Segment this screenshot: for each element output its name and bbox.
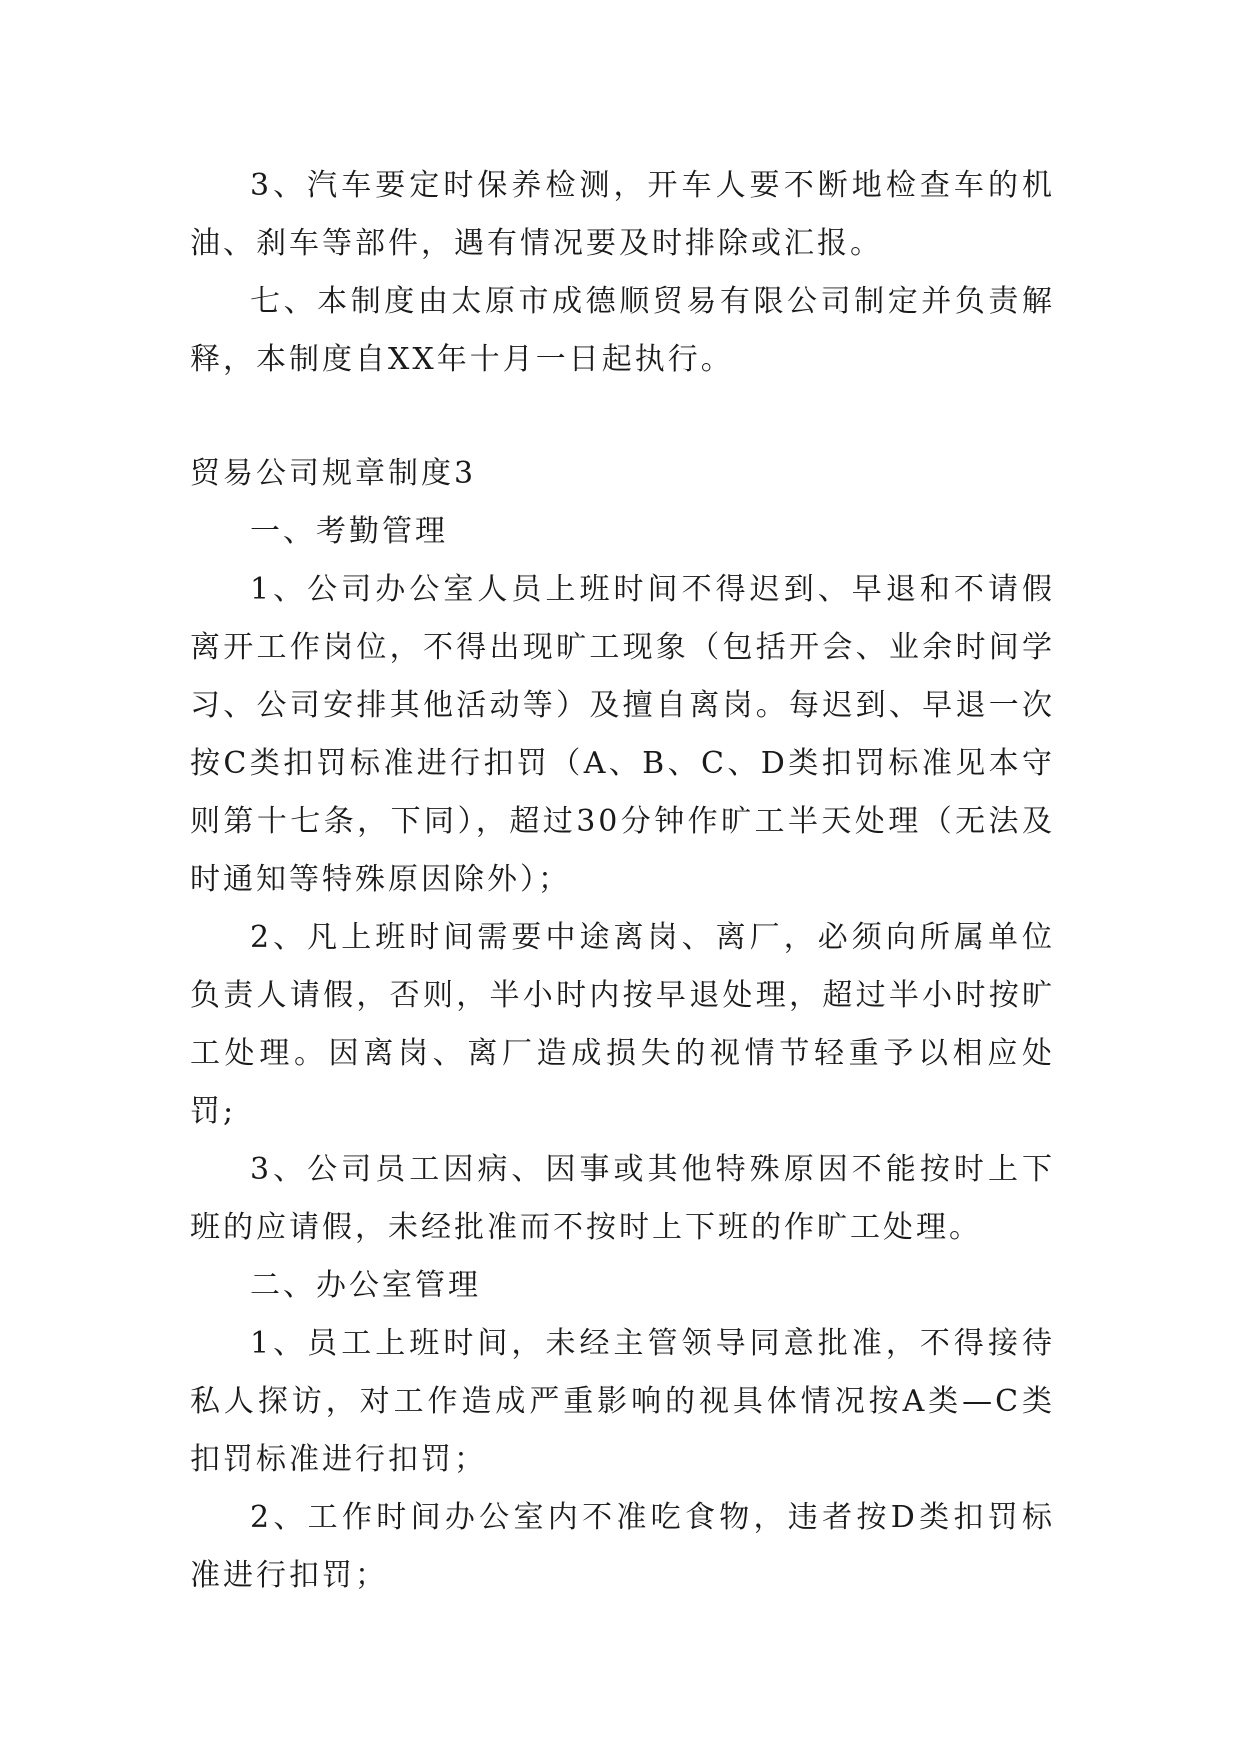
paragraph-article-seven: 七、本制度由太原市成德顺贸易有限公司制定并负责解释，本制度自XX年十月一日起执行。 [190,284,1055,377]
paragraph-office-1: 1、员工上班时间，未经主管领导同意批准，不得接待私人探访，对工作造成严重影响的视具体情况按A类—C类扣罚标准进行扣罚； [190,1326,1055,1477]
paragraph-attendance-1: 1、公司办公室人员上班时间不得迟到、早退和不请假离开工作岗位，不得出现旷工现象（包括开会、业余时间学习、公司安排其他活动等）及擅自离岗。每迟到、早退一次按C类扣罚标准进行扣罚（A、B、C、D类扣罚标准见本守则第十七条，下同），超过30分钟作旷工半天处理（无法及时通知等特殊原因除外）； [190,572,1055,897]
heading-attendance: 一、考勤管理 [250,514,448,549]
paragraph-attendance-2: 2、凡上班时间需要中途离岗、离厂，必须向所属单位负责人请假，否则，半小时内按早退处理，超过半小时按旷工处理。因离岗、离厂造成损失的视情节轻重予以相应处罚; [190,920,1055,1129]
top-section [190,157,1055,389]
heading-office-management: 二、办公室管理 [250,1268,481,1303]
paragraph-car-maintenance: 3、汽车要定时保养检测，开车人要不断地检查车的机油、刹车等部件，遇有情况要及时排除或汇报。 [190,168,1055,261]
paragraph-office-2: 2、工作时间办公室内不准吃食物，违者按D类扣罚标准进行扣罚； [190,1500,1055,1593]
section-title: 贸易公司规章制度3 [190,456,477,491]
paragraph-attendance-3: 3、公司员工因病、因事或其他特殊原因不能按时上下班的应请假，未经批准而不按时上下班的作旷工处理。 [190,1152,1055,1245]
section-3 [190,445,1055,1605]
